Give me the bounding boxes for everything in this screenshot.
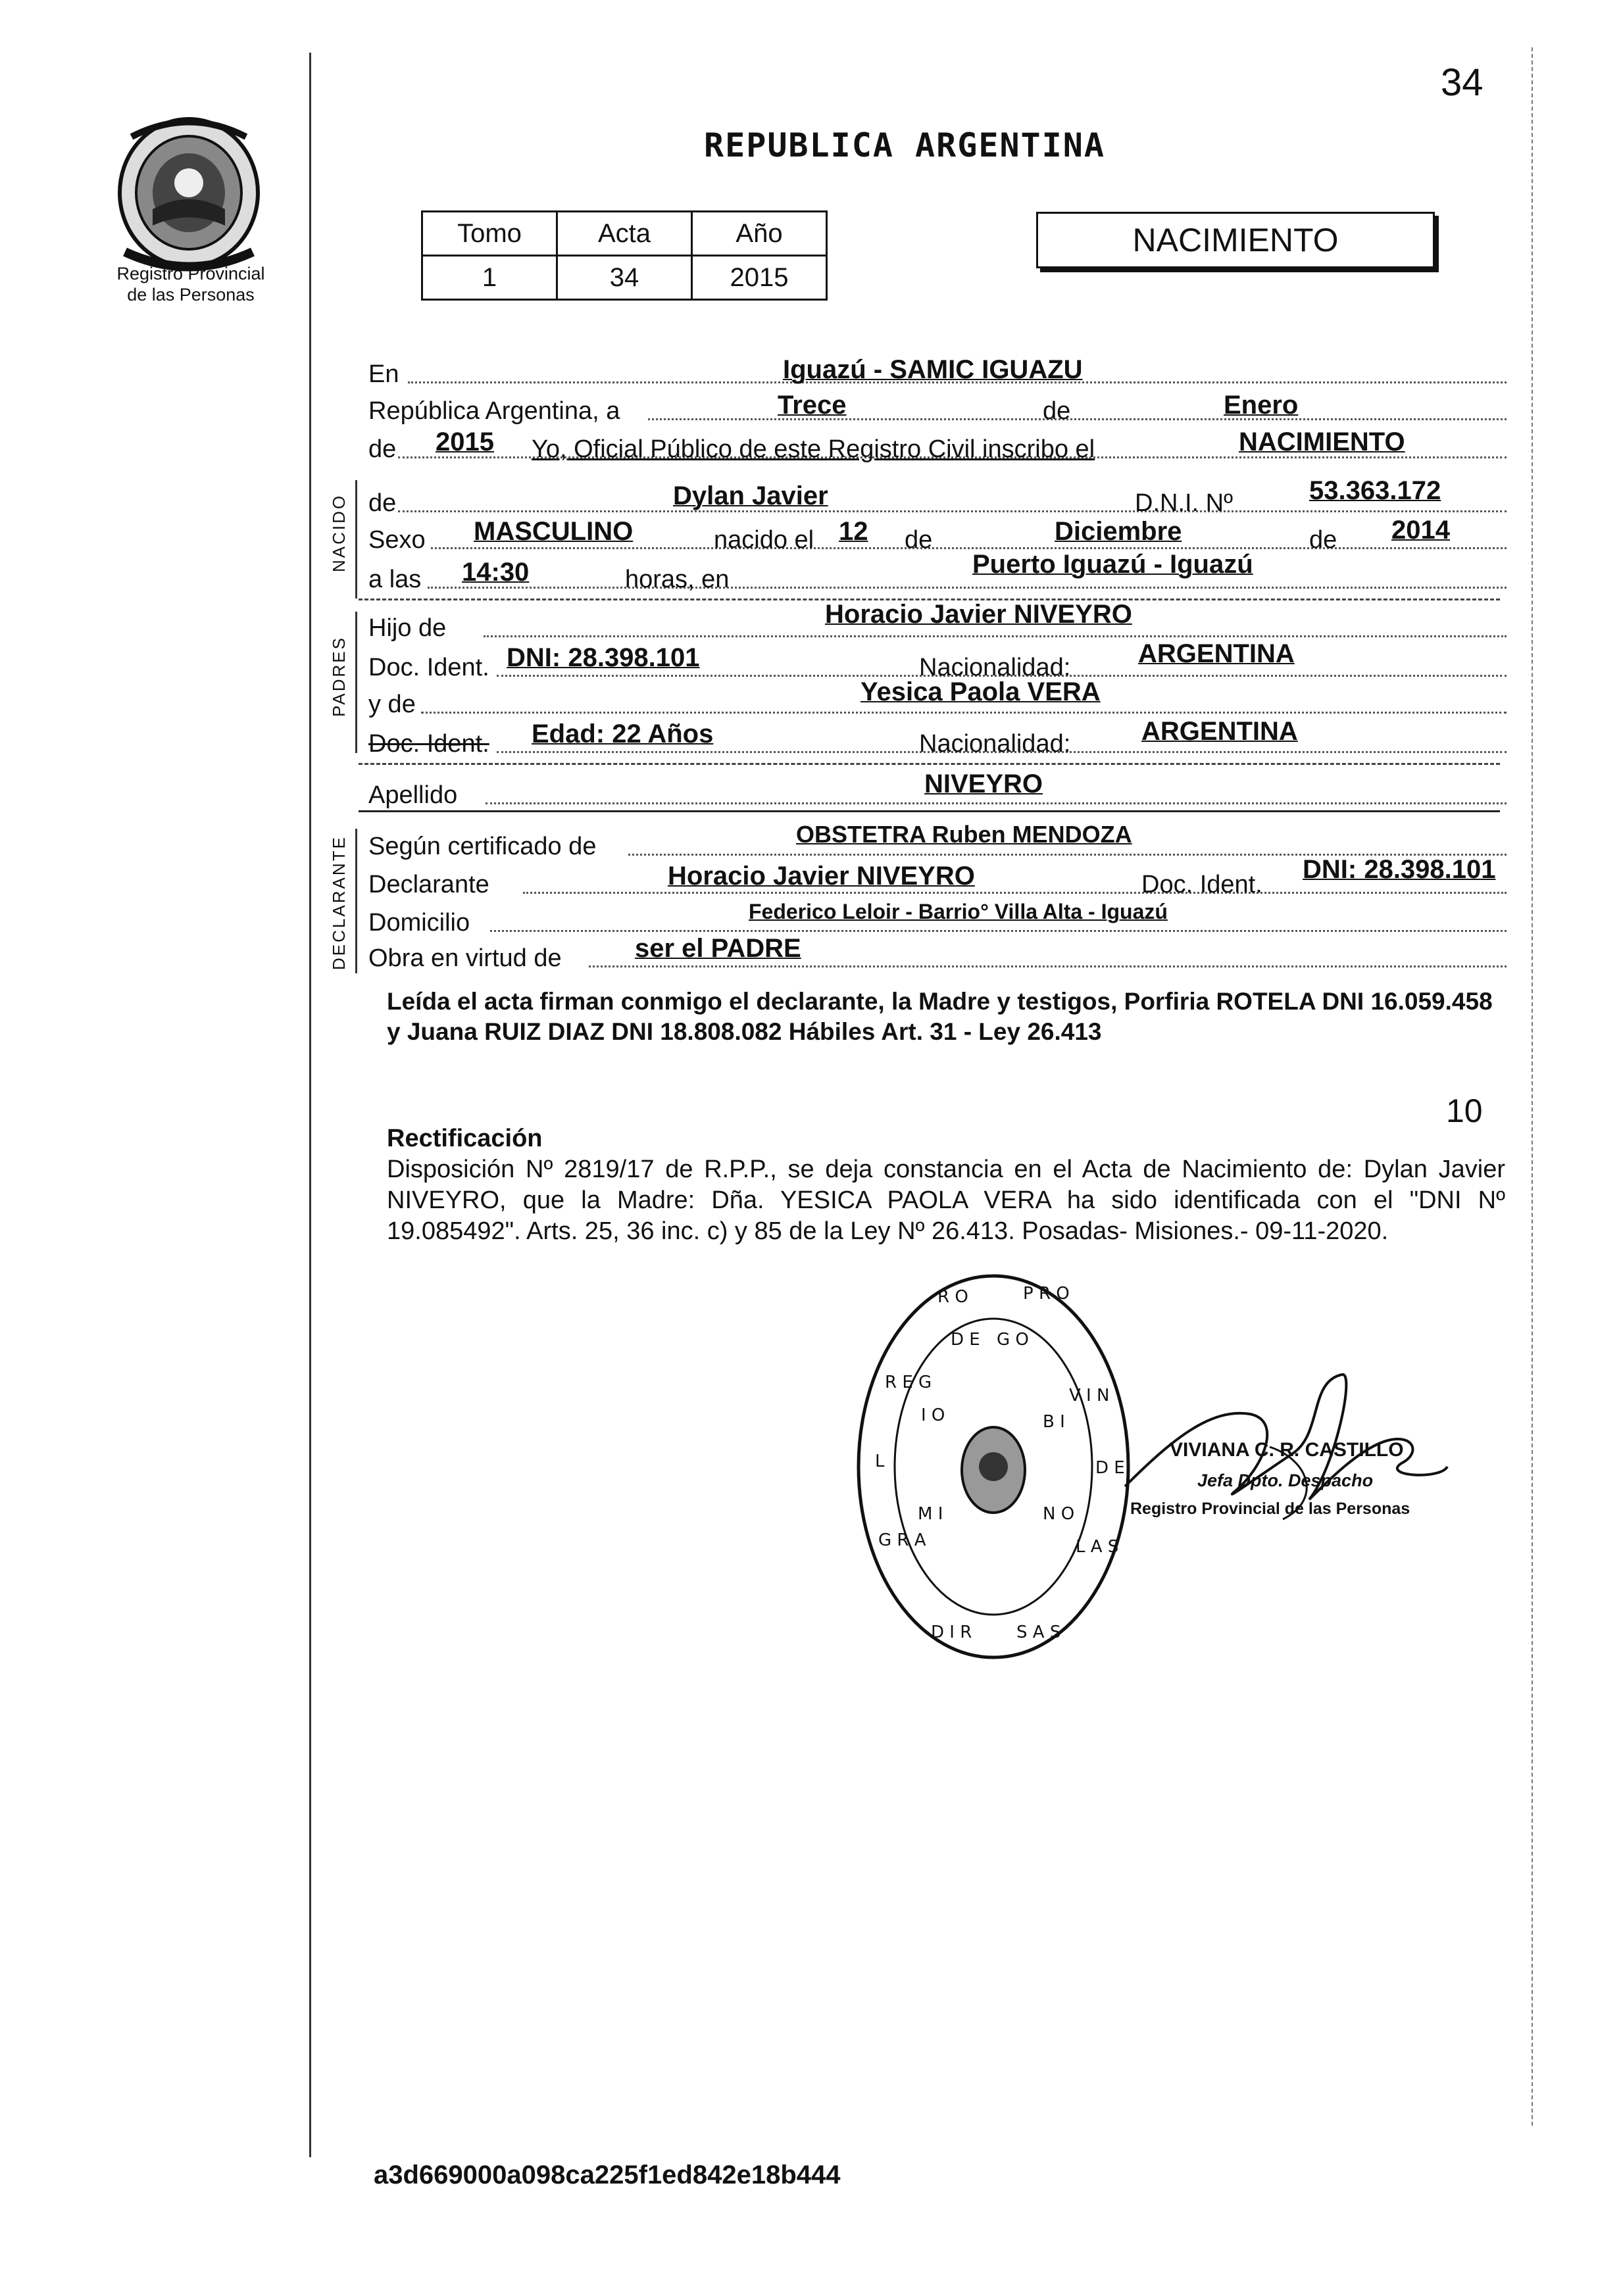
- right-edge-rule: [1532, 47, 1533, 2126]
- dotted-leader: [490, 930, 1507, 932]
- birth-time-value: 14:30: [462, 558, 530, 587]
- svg-text:L: L: [875, 1452, 885, 1471]
- dotted-leader: [648, 418, 1507, 420]
- closing-text: Leída el acta firman conmigo el declarante, la Madre y testigos, Porfiria ROTELA DNI 16.059.458 y Juana RUIZ DIAZ DNI 18.808.082 Hábiles Art. 31 - Ley 26.413: [387, 988, 1493, 1045]
- record-type-box: NACIMIENTO: [1036, 212, 1435, 268]
- table-cell: 2015: [692, 256, 827, 300]
- section-bar: [355, 829, 357, 973]
- father-name-value: Horacio Javier NIVEYRO: [825, 600, 1132, 629]
- label-nacionalidad: Nacionalidad:: [919, 730, 1071, 758]
- document-title: REPUBLICA ARGENTINA: [704, 126, 1105, 164]
- declarant-doc-value: DNI: 28.398.101: [1303, 855, 1496, 884]
- mother-age-value: Edad: 22 Años: [532, 720, 714, 748]
- svg-text:L A S: L A S: [1076, 1537, 1119, 1557]
- birth-day-value: 12: [839, 517, 868, 546]
- label-declarante: Declarante: [368, 871, 489, 898]
- svg-text:P R O: P R O: [1023, 1284, 1070, 1304]
- label-segun: Según certificado de: [368, 833, 597, 860]
- label-de: de: [1043, 397, 1071, 425]
- svg-text:G O: G O: [997, 1330, 1029, 1350]
- signatory-office: Registro Provincial de las Personas: [1130, 1500, 1410, 1518]
- svg-text:I O: I O: [921, 1405, 945, 1425]
- table-cell: 34: [557, 256, 692, 300]
- label-doc: Doc. Ident.: [1141, 871, 1262, 898]
- rectification-title: Rectificación: [387, 1125, 543, 1152]
- page-number: 34: [1441, 61, 1484, 104]
- dotted-leader: [589, 965, 1507, 967]
- label-domicilio: Domicilio: [368, 909, 470, 937]
- table-header: Año: [692, 212, 827, 256]
- table-cell: 1: [422, 256, 557, 300]
- section-bar: [355, 612, 357, 753]
- table-header: Tomo: [422, 212, 557, 256]
- surname-value: NIVEYRO: [924, 769, 1043, 798]
- father-doc-value: DNI: 28.398.101: [507, 643, 700, 672]
- svg-text:D I R: D I R: [931, 1623, 972, 1642]
- registry-name: [92, 263, 289, 305]
- birth-year-value: 2014: [1391, 516, 1450, 545]
- label-sexo: Sexo: [368, 526, 426, 554]
- svg-text:R O: R O: [937, 1287, 968, 1307]
- dotted-leader: [398, 510, 1507, 512]
- svg-text:D E: D E: [1095, 1458, 1125, 1478]
- label-republica: República Argentina, a: [368, 397, 620, 425]
- book-table: [421, 210, 828, 301]
- address-value: Federico Leloir - Barrio° Villa Alta - Iguazú: [749, 900, 1168, 923]
- label-nacionalidad: Nacionalidad:: [919, 654, 1071, 681]
- dotted-leader: [523, 892, 1507, 894]
- label-nacido: nacido el: [714, 526, 814, 554]
- margin-rule: [309, 53, 311, 2157]
- svg-text:S A S: S A S: [1016, 1623, 1061, 1642]
- dotted-leader: [484, 635, 1507, 637]
- dotted-leader: [421, 712, 1507, 714]
- child-name-value: Dylan Javier: [673, 481, 828, 510]
- label-dni: D.N.I. Nº: [1135, 489, 1233, 517]
- province-seal: [112, 110, 266, 275]
- label-alas: a las: [368, 566, 422, 593]
- birth-month-value: Diciembre: [1055, 517, 1182, 546]
- side-label-declarante: DECLARANTE: [329, 835, 349, 970]
- dotted-leader: [428, 587, 1507, 589]
- father-nationality-value: ARGENTINA: [1138, 639, 1295, 668]
- side-label-nacido: NACIDO: [329, 493, 349, 572]
- signatory-role: Jefa Dpto. Despacho: [1197, 1471, 1374, 1490]
- sex-value: MASCULINO: [474, 517, 634, 546]
- section-bar: [355, 480, 357, 598]
- label-de: de: [368, 435, 397, 463]
- svg-text:V I N: V I N: [1069, 1386, 1110, 1405]
- signatory-name: VIVIANA C. R. CASTILLO: [1170, 1439, 1404, 1461]
- section-divider: [359, 810, 1500, 812]
- svg-text:B I: B I: [1043, 1412, 1065, 1432]
- declarant-value: Horacio Javier NIVEYRO: [668, 862, 975, 891]
- side-label-padres: PADRES: [329, 636, 349, 717]
- year-value: 2015: [436, 427, 494, 456]
- label-oficial: Yo, Oficial Público de este Registro Civil inscribo el: [532, 435, 1095, 463]
- registry-name-line2: de las Personas: [127, 285, 255, 305]
- margin-number: 10: [1446, 1092, 1483, 1129]
- event-value: NACIMIENTO: [1239, 427, 1405, 456]
- label-horas: horas, en: [625, 566, 730, 593]
- registry-name-line1: Registro Provincial: [116, 264, 265, 283]
- mother-nationality-value: ARGENTINA: [1141, 717, 1298, 746]
- label-hijo: Hijo de: [368, 614, 447, 642]
- svg-text:D E: D E: [951, 1330, 980, 1350]
- label-yde: y de: [368, 691, 416, 718]
- dotted-leader: [431, 547, 1507, 549]
- svg-text:M I: M I: [918, 1504, 943, 1524]
- birth-place-value: Puerto Iguazú - Iguazú: [972, 550, 1253, 579]
- document-hash: a3d669000a098ca225f1ed842e18b444: [374, 2161, 841, 2189]
- rectification-text: Disposición Nº 2819/17 de R.P.P., se deja constancia en el Acta de Nacimiento de: Dylan Javier NIVEYRO, que la Madre: Dña. YESICA PAOLA VERA ha sido identificada con el "DNI Nº 19.085492". Arts. 25, 36 inc. c) y 85 de la Ley Nº 26.413. Posadas- Misiones.- 09-11-2020.: [387, 1156, 1505, 1245]
- label-en: En: [368, 360, 399, 388]
- label-apellido: Apellido: [368, 781, 458, 809]
- month-value: Enero: [1224, 391, 1299, 420]
- place-value: Iguazú - SAMIC IGUAZU: [783, 355, 1083, 384]
- label-de: de: [368, 489, 397, 517]
- label-obra: Obra en virtud de: [368, 944, 562, 972]
- acting-as-value: ser el PADRE: [635, 934, 801, 963]
- table-header: Acta: [557, 212, 692, 256]
- label-de: de: [905, 526, 933, 554]
- label-de: de: [1309, 526, 1337, 554]
- svg-text:N O: N O: [1043, 1504, 1075, 1524]
- mother-name-value: Yesica Paola VERA: [860, 677, 1101, 706]
- certificate-value: OBSTETRA Ruben MENDOZA: [796, 821, 1132, 848]
- child-dni-value: 53.363.172: [1309, 476, 1441, 505]
- svg-text:R E G: R E G: [885, 1373, 932, 1392]
- day-value: Trece: [778, 391, 847, 420]
- svg-text:G R A: G R A: [878, 1530, 926, 1550]
- official-stamp: [852, 1269, 1135, 1664]
- section-divider: [359, 763, 1500, 765]
- label-doc-struck: Doc. Ident.: [368, 730, 489, 758]
- dotted-leader: [486, 802, 1507, 804]
- label-doc: Doc. Ident.: [368, 654, 489, 681]
